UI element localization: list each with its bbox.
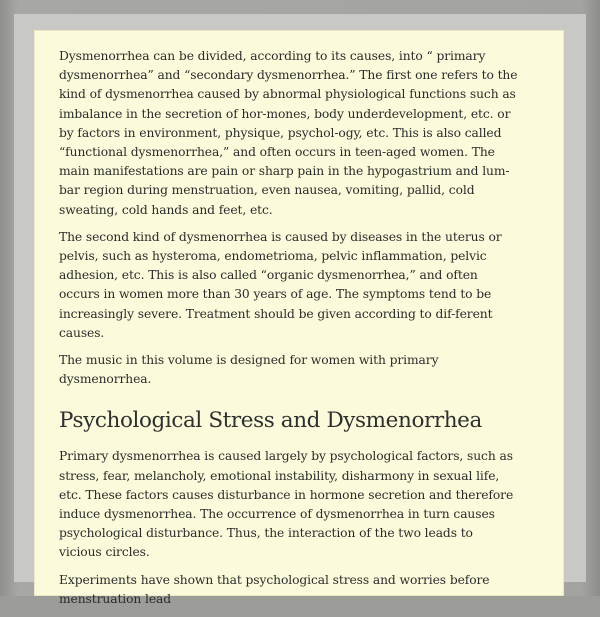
paragraph-psychological-factors: Primary dysmenorrhea is caused largely by psychological factors, such as stress, fear, melancholy, emotional instability, disharmony in sexual life, etc. These factors causes disturbance in hormone secretion and therefore induce dysmenorrhea. The occurrence of dysmenorrhea in turn causes psychological disturbance. Thus, the interaction of the two leads to vicious circles. xyxy=(59,449,514,560)
paragraph-dysmenorrhea-types: Dysmenorrhea can be divided, according to its causes, into “ primary dysmenorrhea” and “secondary dysmenorrhea.” The first one refers to the kind of dysmenorrhea caused by abnormal physiological functions such as imbalance in the secretion of hor-mones, body underdevelopment, etc. or by factors in environment, physique, psychol-ogy, etc. This is also called “functional dysmenorrhea,” and often occurs in teen-aged women. The main manifestations are pain or sharp pain in the hypogastrium and lum-bar region during menstruation, even nausea, vomiting, pallid, cold sweating, cold hands and feet, etc. xyxy=(59,49,518,217)
paragraph-experiments: Experiments have shown that psychological stress and worries before menstruation lead xyxy=(59,572,490,606)
paragraph-secondary-dysmenorrhea: The second kind of dysmenorrhea is caused by diseases in the uterus or pelvis, such as hysteroma, endometrioma, pelvic inflammation, pelvic adhesion, etc. This is also called “organic dysmenorrhea,” and often occurs in women more than 30 years of age. The symptoms tend to be increasingly severe. Treatment should be given according to dif-ferent causes. xyxy=(59,229,502,340)
paragraph-music-volume: The music in this volume is designed for women with primary dysmenorrhea. xyxy=(59,353,439,387)
section-heading: Psychological Stress and Dysmenorrhea xyxy=(59,408,482,434)
page-content xyxy=(59,47,519,617)
booklet-page xyxy=(34,30,564,606)
